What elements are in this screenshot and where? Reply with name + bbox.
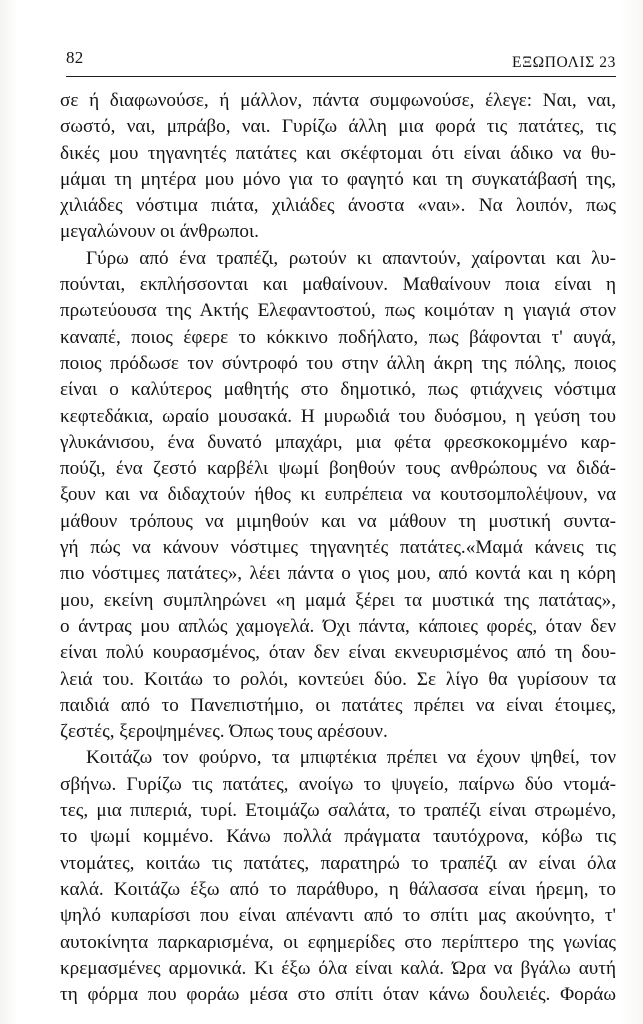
paragraph: [60, 745, 616, 1008]
text-line: το ψωμί κομμένο. Κάνω πολλά πράγματα ταυτόχρονα, κόβω τις: [60, 826, 616, 848]
text-line: κεφτεδάκια, ωραίο μουσακά. Η μυρωδιά του δυόσμου, η γεύση του: [60, 405, 616, 427]
text-line: καναπέ, ποιος έφερε το κόκκινο ποδήλατο, πως βάφονται τ' αυγά,: [60, 326, 616, 348]
text-line: κρεμασμένες αρμονικά. Κι έξω όλα είναι καλά. Ώρα να βγάλω αυτή: [60, 957, 616, 979]
text-line: παιδιά από το Πανεπιστήμιο, οι πατάτες πρέπει να είναι έτοιμες,: [60, 694, 616, 716]
text-line: χιλιάδες νόστιμα πιάτα, χιλιάδες άνοστα «ναι». Να λοιπόν, πως: [60, 195, 616, 217]
paragraph: [60, 246, 616, 746]
text-line: ξουν και να διδαχτούν ήθος κι ευπρέπεια να κουτσομπολέψουν, να: [60, 484, 616, 506]
text-line: δικές μου τηγανητές πατάτες και σκέφτομαι ότι είναι άδικο να θυ-: [60, 142, 616, 164]
text-line: ψηλό κυπαρίσσι που είναι απέναντι από το σπίτι μας ακούνητο, τ': [60, 905, 616, 927]
text-line: πρωτεύουσα της Ακτής Ελεφαντοστού, πως κοιμόταν η γιαγιά στον: [60, 300, 616, 322]
text-line: σε ή διαφωνούσε, ή μάλλον, πάντα συμφωνούσε, έλεγε: Ναι, ναι,: [60, 90, 616, 111]
text-line: γλυκάνισου, ένα δυνατό μπαχάρι, μια φέτα φρεσκοκομμένο καρ-: [60, 431, 616, 453]
text-line: καλά. Κοιτάζω έξω από το παράθυρο, η θάλασσα είναι ήρεμη, το: [60, 878, 616, 900]
text-line: ο άντρας μου απλώς χαμογελά. Όχι πάντα, κάποιες φορές, όταν δεν: [60, 615, 616, 637]
paragraph: [60, 88, 616, 246]
body-text: [60, 88, 616, 1008]
text-line: τη φόρμα που φοράω μέσα στο σπίτι όταν κάνω δουλειές. Φοράω: [60, 984, 616, 1006]
text-line: γή πώς να κάνουν νόστιμες τηγανητές πατάτες.«Μαμά κάνεις τις: [60, 537, 616, 559]
text-line: μου, εκείνη συμπληρώνει «η μαμά ξέρει τα μυστικά της πατάτας»,: [60, 589, 616, 611]
text-line: ποιος πρόδωσε τον σύντροφό του στην άλλη άκρη της πόλης, ποιος: [60, 352, 616, 374]
running-header: [66, 48, 616, 77]
text-line: πούνται, εκπλήσσονται και μαθαίνουν. Μαθαίνουν ποια είναι η: [60, 274, 616, 296]
text-line: ντομάτες, κοιτάω τις πατάτες, παρατηρώ το τραπέζι αν είναι όλα: [60, 852, 616, 874]
text-line: είναι ο καλύτερος μαθητής στο δημοτικό, πως φτιάχνεις νόστιμα: [60, 379, 616, 401]
text-line: μεγαλώνουν οι άνθρωποι.: [60, 221, 259, 243]
text-line: μάθουν τρόπους να μιμηθούν και να μάθουν τη μυστική συντα-: [60, 510, 616, 532]
text-line: λειά του. Κοιτάω το ρολόι, κοντεύει δύο. Σε λίγο θα γυρίσουν τα: [60, 668, 616, 690]
text-line: τες, μια πιπεριά, τυρί. Ετοιμάζω σαλάτα, το τραπέζι είναι στρωμένο,: [60, 800, 616, 822]
text-line: πιο νόστιμες πατάτες», λέει πάντα ο γιος μου, από κοντά και η κόρη: [60, 563, 616, 585]
page-number: 82: [66, 48, 84, 67]
text-line: είναι πολύ κουρασμένος, όταν δεν είναι εκνευρισμένος από τη δου-: [60, 642, 616, 664]
text-line: σβήνω. Γυρίζω τις πατάτες, ανοίγω το ψυγείο, παίρνω δύο ντομά-: [60, 773, 616, 795]
text-line: ζεστές, ξεροψημένες. Όπως τους αρέσουν.: [60, 721, 388, 743]
text-line: μάμαι τη μητέρα μου μόνο για το φαγητό και τη συγκατάβασή της,: [60, 168, 616, 190]
journal-title: ΕΞΩΠΟΛΙΣ 23: [512, 54, 616, 71]
text-line: αυτοκίνητα παρκαρισμένα, οι εφημερίδες στο περίπτερο της γωνίας: [60, 931, 616, 953]
text-line: Κοιτάζω τον φούρνο, τα μπιφτέκια πρέπει να έχουν ψηθεί, τον: [86, 747, 616, 769]
text-line: Γύρω από ένα τραπέζι, ρωτούν κι απαντούν, χαίρονται και λυ-: [86, 247, 616, 269]
text-line: σωστό, ναι, μπράβο, ναι. Γυρίζω άλλη μια φορά τις πατάτες, τις: [60, 116, 616, 138]
text-line: πούζι, ένα ζεστό καρβέλι ψωμί βοηθούν τους ανθρώπους να διδά-: [60, 458, 616, 480]
